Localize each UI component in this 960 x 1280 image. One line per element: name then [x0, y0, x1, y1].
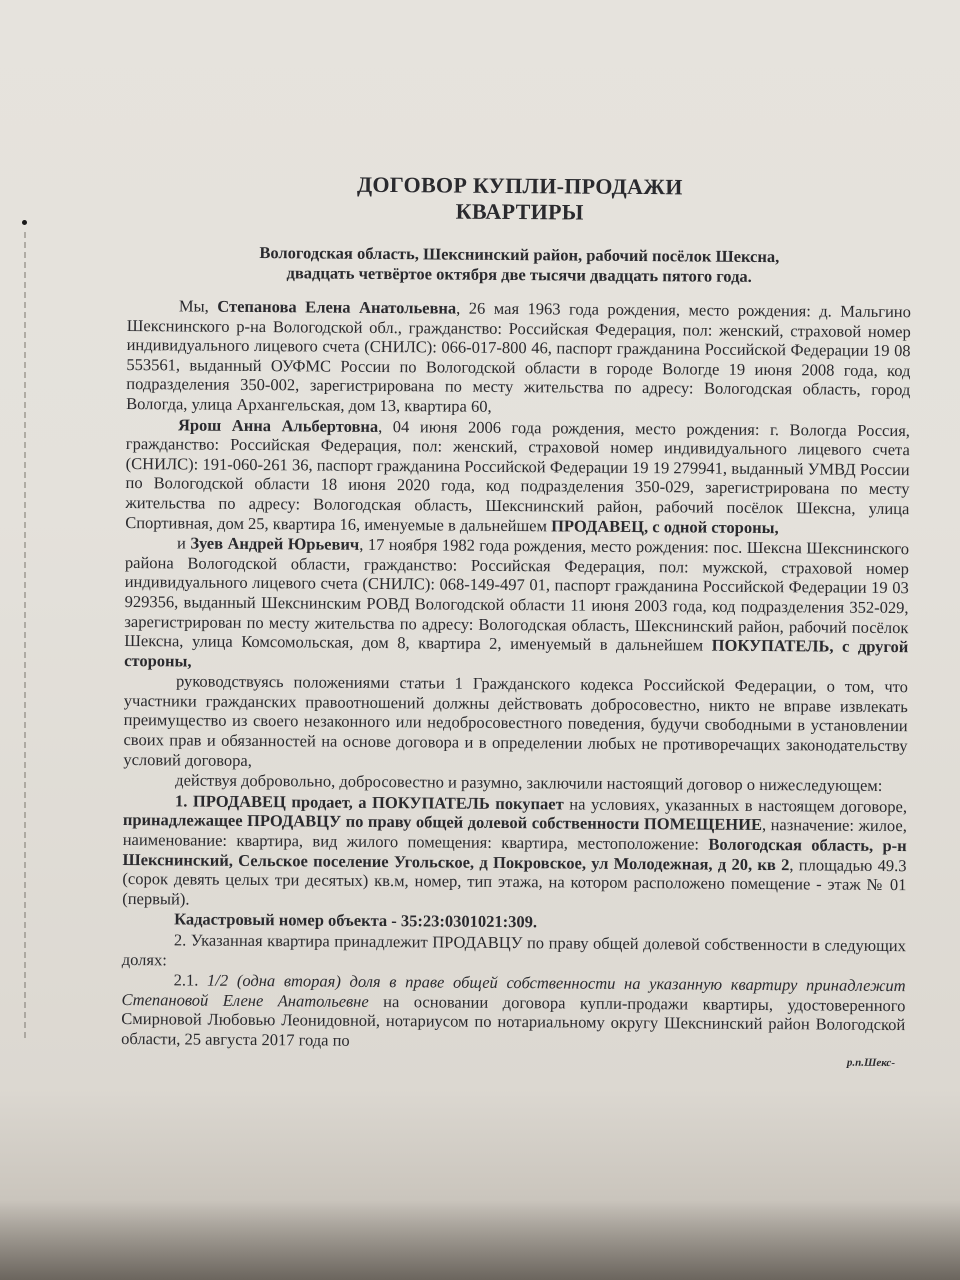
place-and-date: [127, 242, 911, 288]
seller-1-details: , 26 мая 1963 года рождения, место рождения: д. Мальгино Шекснинского р-на Вологодской обл., гражданство: Российская Федерация, пол: женский, страховой номер индивидуального лицевого счета (СНИЛС): 066-017-800 46, паспорт гражданина Российской Федерации 19 08 553561, выданный ОУФМС России по Вологодской области в городе Вологде 19 июня 2008 года, код подразделения 350-002, зарегистрирована по месту жительства по адресу: Вологодская область, город Вологда, улица Архангельская, дом 13, квартира 60,: [126, 298, 912, 416]
clause-1-bold-1: 1. ПРОДАВЕЦ продает, а ПОКУПАТЕЛЬ покупает: [174, 791, 564, 814]
clause-2-1-text: на основании договора купли-продажи квартиры, удостоверенного Смирновой Любовью Леонидовной, нотариусом по нотариальному округу Шекснинский район Вологодской области, 25 августа 2017 года по: [121, 991, 906, 1050]
para3-lead: и: [176, 533, 191, 553]
clause-2: [122, 930, 906, 975]
clause-1-text-1: на условиях, указанных в настоящем договоре,: [563, 794, 908, 816]
document-page: [121, 170, 912, 1069]
cadastral-text: Кадастровый номер объекта - 35:23:0301021:309.: [174, 909, 538, 932]
para1-lead: Мы,: [178, 296, 209, 316]
clause-1-text-2: , назначение: жилое, наименование: квартира, вид жилого помещения: квартира, местоположение:: [122, 815, 907, 854]
agreement-text: действуя добровольно, добросовестно и разумно, заключили настоящий договор о нижеследующем:: [175, 770, 883, 796]
buyer-name: Зуев Андрей Юрьевич: [190, 533, 360, 554]
buyer-details: , 17 ноября 1982 года рождения, место рождения: пос. Шексна Шекснинского района Вологодской области, гражданство: Российская Федерация, пол: мужской, страховой номер индивидуального лицевого счета (СНИЛС): 068-149-497 01, паспорт гражданина Российской Федерации 19 03 929356, выданный Шекснинским РОВД Вологодской области 11 июня 2003 года, код подразделения 352-029, зарегистрирован по месту жительства по адресу: Вологодская область, Шекснинский район, рабочий посёлок Шексна, улица Комсомольская, дом 8, квартира 2, именуемый в дальнейшем: [124, 534, 910, 655]
title-line-2: КВАРТИРЫ: [455, 198, 584, 225]
place-line-2: двадцать четвёртое октября две тысячи двадцать пятого года.: [286, 263, 752, 286]
seller-2-name: Ярош Анна Альбертовна: [177, 414, 379, 436]
buyer-paragraph: [124, 533, 909, 676]
seller-1-name: Степанова Елена Анатольевна: [217, 296, 457, 318]
seller-1-paragraph: [126, 296, 911, 420]
preamble-text: руководствуясь положениями статьи 1 Гражданского кодекса Российской Федерации, о том, что участники гражданских правоотношений должны действовать добросовестно, никто не вправе извлекать преимущество из своего незаконного или недобросовестного поведения, будучи свободными в установлении своих прав и обязанностей на основе договора и в определении любых не противоречащих законодательству условий договора,: [123, 671, 909, 770]
footer-stamp: р.п.Шекс-: [846, 1056, 896, 1069]
title-line-1: ДОГОВОР КУПЛИ-ПРОДАЖИ: [356, 171, 683, 200]
place-line-1: Вологодская область, Шекснинский район, рабочий посёлок Шексна,: [259, 243, 780, 267]
seller-2-paragraph: [125, 415, 910, 539]
buyer-role: ПОКУПАТЕЛЬ, с другой стороны,: [124, 635, 909, 671]
clause-2-1-num: 2.1.: [173, 970, 208, 990]
clause-2-text: 2. Указанная квартира принадлежит ПРОДАВЦУ по праву общей долевой собственности в следующих долях:: [121, 930, 907, 969]
clause-2-1: [121, 970, 906, 1055]
binding-line: [24, 232, 26, 1042]
preamble-paragraph: [123, 671, 908, 775]
seller-role: ПРОДАВЕЦ, с одной стороны,: [551, 515, 779, 537]
clause-1-text-3: , площадью 49.3 (сорок девять целых три десятых) кв.м, номер, тип этажа, на котором расположено помещение - этаж № 01 (первый).: [122, 854, 907, 909]
seller-2-details: , 04 июня 2006 года рождения, место рождения: г. Вологда Россия, гражданство: Российская Федерация, пол: женский, страховой номер индивидуального лицевого счета (СНИЛС): 191-060-261 36, паспорт гражданина Российской Федерации 19 19 279941, выданный УМВД России по Вологодской области 18 июня 2020 года, код подразделения 350-029, зарегистрирована по месту жительства по адресу: Вологодская область, Шекснинский район, рабочий посёлок Шексна, улица Спортивная, дом 25, квартира 16, именуемые в дальнейшем: [125, 416, 911, 535]
clause-1-address: Вологодская область, р-н Шекснинский, Сельское поселение Угольское, д Покровское, ул Молодежная, д 20, кв 2: [122, 834, 907, 874]
clause-1-bold-2: принадлежащее ПРОДАВЦУ по праву общей долевой собственности ПОМЕЩЕНИЕ: [122, 810, 763, 835]
staple-hole: [22, 220, 27, 225]
document-title: [128, 170, 912, 228]
staple-binding: [18, 220, 32, 1050]
clause-2-1-share: 1/2 (одна вторая) доля в праве общей собственности на указанную квартиру принадлежит Степановой Елене Анатольевне: [121, 970, 906, 1011]
clause-1: [122, 791, 907, 915]
